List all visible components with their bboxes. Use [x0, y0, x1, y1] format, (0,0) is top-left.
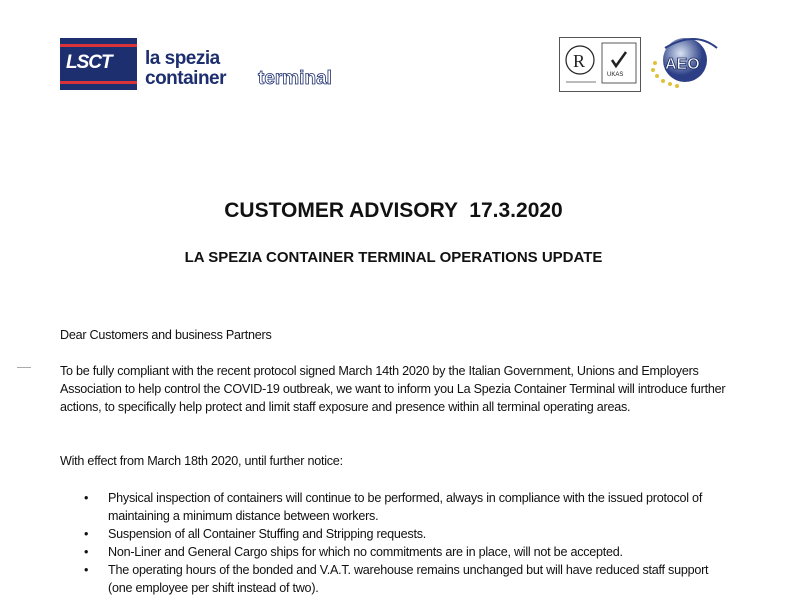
logo-line3: terminal: [258, 68, 332, 89]
logo-line2: container: [145, 68, 227, 89]
margin-mark: [17, 367, 31, 368]
svg-text:UKAS: UKAS: [607, 72, 624, 78]
bullet-icon: •: [84, 527, 89, 541]
list-item-text: Non-Liner and General Cargo ships for which no commitments are in place, will not be accepted.: [108, 545, 623, 559]
advisory-title: CUSTOMER ADVISORY 17.3.2020: [224, 199, 563, 222]
intro-paragraph: To be fully compliant with the recent protocol signed March 14th 2020 by the Italian Government, Unions and Employers Association to help control the COVID-19 outbreak, we want to inform you La Spezia Container Terminal will introduce further actions, to specifically help protect and limit staff exposure and presence within all terminal operating areas.: [60, 364, 726, 414]
list-item: [60, 489, 710, 525]
svg-text:R: R: [573, 51, 586, 71]
aeo-logo: [645, 36, 723, 92]
list-item-text: Suspension of all Container Stuffing and Stripping requests.: [108, 527, 427, 541]
svg-text:AEO: AEO: [665, 56, 700, 73]
advisory-subtitle: LA SPEZIA CONTAINER TERMINAL OPERATIONS UPDATE: [184, 249, 603, 266]
logo-abbr: LSCT: [66, 52, 112, 73]
list-item: [60, 525, 710, 543]
bullet-icon: •: [84, 545, 89, 559]
effect-statement: With effect from March 18th 2020, until further notice:: [60, 454, 343, 468]
certification-logo: [559, 37, 641, 92]
list-item-text: The operating hours of the bonded and V.A.T. warehouse remains unchanged but will have reduced staff support (one employee per shift instead of two).: [108, 563, 709, 595]
greeting: Dear Customers and business Partners: [60, 328, 272, 342]
measures-list: [60, 489, 710, 597]
logo-line1: la spezia: [145, 48, 220, 69]
lsct-logo: [60, 38, 360, 90]
list-item: [60, 561, 710, 597]
list-item-text: Physical inspection of containers will continue to be performed, always in compliance with the issued protocol of maintaining a minimum distance between workers.: [108, 491, 703, 523]
bullet-icon: •: [84, 563, 89, 577]
bullet-icon: •: [84, 491, 89, 505]
list-item: [60, 543, 710, 561]
lsct-logo-box: [60, 38, 137, 90]
